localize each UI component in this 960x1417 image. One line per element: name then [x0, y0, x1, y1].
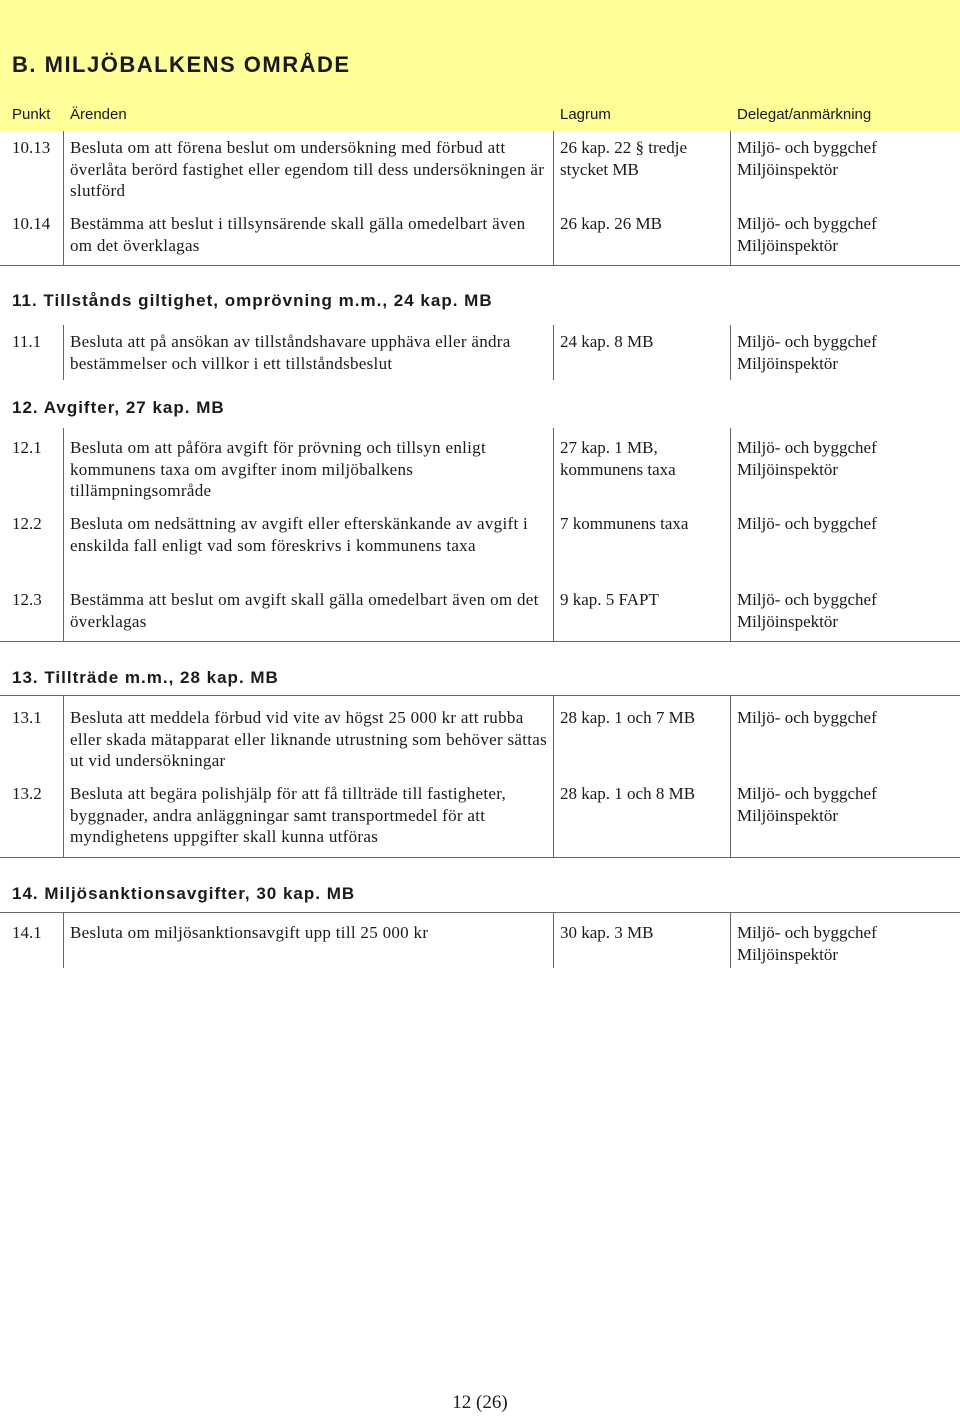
row-lagrum: 9 kap. 5 FAPT: [560, 590, 659, 609]
row-number: 13.1: [12, 708, 42, 727]
row-lagrum: 24 kap. 8 MB: [560, 332, 654, 351]
table-divider: [0, 912, 960, 913]
row-description: Besluta att begära polishjälp för att få tillträde till fastigheter, byggnader, andra anläggningar samt transportmedel för att myndighetens uppgifter skall kunna utföras: [70, 784, 507, 846]
row-delegat: Miljö- och byggchef Miljöinspektör: [737, 923, 877, 964]
grid-line: [63, 428, 64, 642]
table-divider: [0, 265, 960, 266]
row-lagrum: 7 kommunens taxa: [560, 514, 689, 533]
row-delegat: Miljö- och byggchef Miljöinspektör: [737, 332, 877, 373]
row-number: 12.3: [12, 590, 42, 609]
row-delegat: Miljö- och byggchef Miljöinspektör: [737, 784, 877, 825]
row-number: 12.1: [12, 438, 42, 457]
grid-line: [63, 913, 64, 968]
page-number: 12 (26): [452, 1392, 508, 1413]
column-header-delegat: Delegat/anmärkning: [737, 106, 872, 123]
grid-line: [553, 428, 554, 642]
row-lagrum: 30 kap. 3 MB: [560, 923, 654, 942]
row-description: Bestämma att beslut i tillsynsärende skall gälla omedelbart även om det överklagas: [70, 214, 526, 255]
row-number: 10.14: [12, 214, 51, 233]
grid-line: [730, 913, 731, 968]
section-heading: 12. Avgifter, 27 kap. MB: [12, 398, 225, 417]
row-description: Bestämma att beslut om avgift skall gälla omedelbart även om det överklagas: [70, 590, 539, 631]
table-divider: [0, 695, 960, 696]
row-lagrum: 27 kap. 1 MB, kommunens taxa: [560, 438, 676, 479]
row-number: 10.13: [12, 138, 51, 157]
row-description: Besluta att på ansökan av tillståndshavare upphäva eller ändra bestämmelser och villkor i ett tillståndsbeslut: [70, 332, 511, 373]
row-delegat: Miljö- och byggchef Miljöinspektör: [737, 214, 877, 255]
row-lagrum: 26 kap. 22 § tredje stycket MB: [560, 138, 687, 179]
row-delegat: Miljö- och byggchef Miljöinspektör: [737, 590, 877, 631]
row-lagrum: 26 kap. 26 MB: [560, 214, 662, 233]
row-delegat: Miljö- och byggchef: [737, 708, 877, 727]
grid-line: [730, 325, 731, 380]
grid-line: [553, 325, 554, 380]
row-description: Besluta om nedsättning av avgift eller efterskänkande av avgift i enskilda fall enligt vad som föreskrivs i kommunens taxa: [70, 514, 529, 555]
section-heading: 14. Miljösanktionsavgifter, 30 kap. MB: [12, 884, 356, 903]
row-number: 12.2: [12, 514, 42, 533]
table-divider: [0, 641, 960, 642]
row-delegat: Miljö- och byggchef Miljöinspektör: [737, 438, 877, 479]
row-number: 11.1: [12, 332, 42, 351]
grid-line: [730, 696, 731, 857]
grid-line: [730, 131, 731, 266]
grid-line: [553, 131, 554, 266]
grid-line: [63, 325, 64, 380]
row-lagrum: 28 kap. 1 och 7 MB: [560, 708, 696, 727]
row-description: Besluta om miljösanktionsavgift upp till 25 000 kr: [70, 923, 429, 942]
row-description: Besluta att meddela förbud vid vite av högst 25 000 kr att rubba eller skada mätapparat eller liknande utrustning som behöver sättas ut vid undersökningar: [70, 708, 548, 770]
grid-line: [63, 131, 64, 266]
section-heading: 11. Tillstånds giltighet, omprövning m.m., 24 kap. MB: [12, 291, 493, 310]
row-description: Besluta om att förena beslut om undersökning med förbud att överlåta berörd fastighet eller egendom till dess undersökningen är slutförd: [70, 138, 545, 200]
row-delegat: Miljö- och byggchef Miljöinspektör: [737, 138, 877, 179]
row-number: 13.2: [12, 784, 42, 803]
row-description: Besluta om att påföra avgift för prövning och tillsyn enligt kommunens taxa om avgifter inom miljöbalkens tillämpningsområde: [70, 438, 486, 500]
grid-line: [553, 913, 554, 968]
row-lagrum: 28 kap. 1 och 8 MB: [560, 784, 696, 803]
grid-line: [63, 696, 64, 857]
row-delegat: Miljö- och byggchef: [737, 514, 877, 533]
column-header-punkt: Punkt: [12, 106, 51, 123]
grid-line: [553, 696, 554, 857]
column-header-lagrum: Lagrum: [560, 106, 611, 123]
grid-line: [730, 428, 731, 642]
row-number: 14.1: [12, 923, 42, 942]
table-divider: [0, 857, 960, 858]
column-header-arenden: Ärenden: [70, 106, 127, 123]
section-heading: 13. Tillträde m.m., 28 kap. MB: [12, 668, 279, 687]
page-title: B. MILJÖBALKENS OMRÅDE: [12, 52, 351, 77]
